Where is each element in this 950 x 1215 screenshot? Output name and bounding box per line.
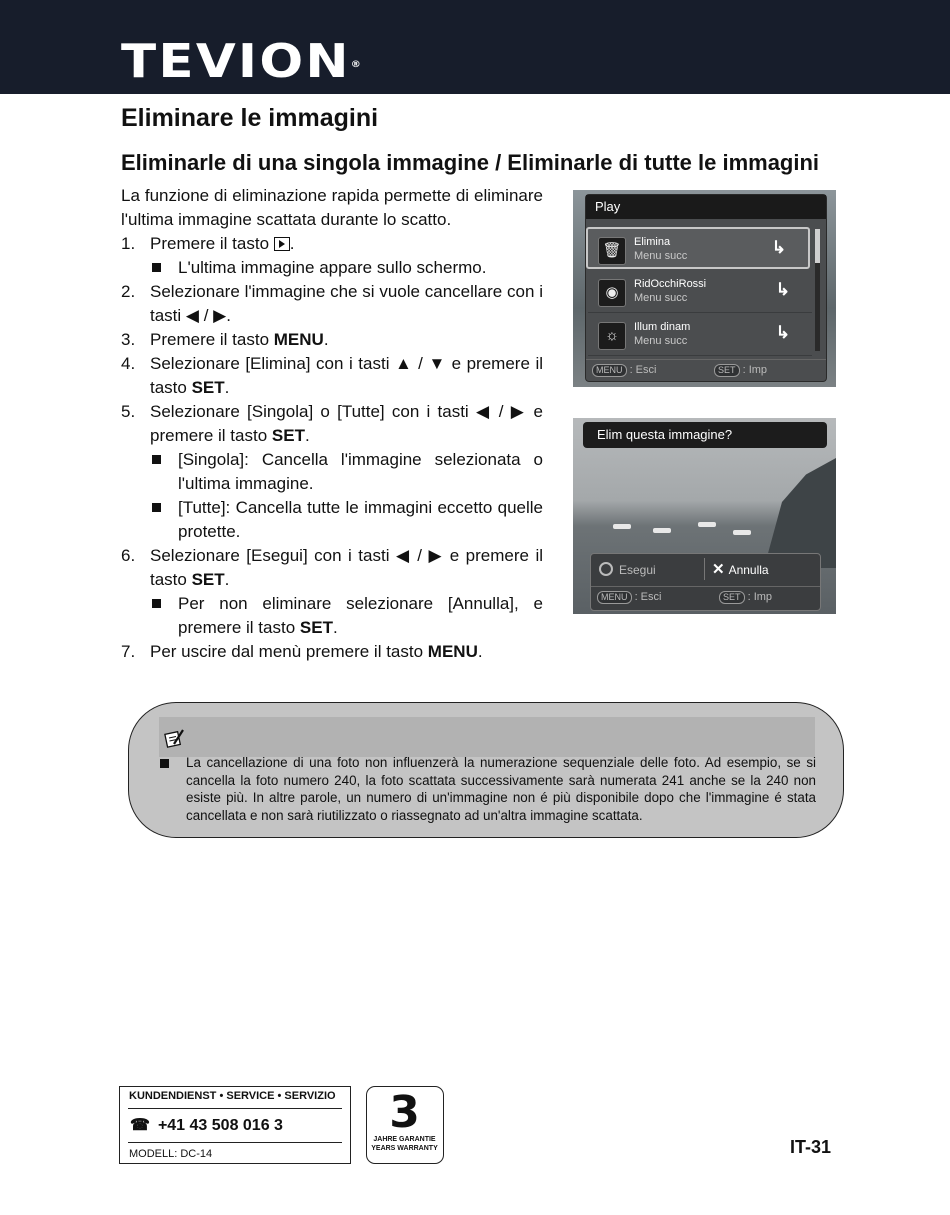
delete-dialog-footer <box>591 586 820 609</box>
menu-item-title: Elimina <box>634 236 671 248</box>
bullet-square-icon <box>152 455 161 464</box>
warranty-text: JAHRE GARANTIE YEARS WARRANTY <box>371 1136 438 1152</box>
option-divider <box>704 558 705 580</box>
bullet-square-icon <box>152 503 161 512</box>
menu-item-subtitle: Menu succ <box>634 335 688 347</box>
enter-arrow-icon: ↳ <box>775 323 790 342</box>
divider <box>128 1142 342 1143</box>
bullet-square-icon <box>160 759 169 768</box>
step-5-bullet-all: [Tutte]: Cancella tutte le immagini eccetto quelle protette. <box>121 496 543 544</box>
note-pencil-icon <box>163 727 185 749</box>
divider <box>128 1108 342 1109</box>
play-icon <box>274 237 290 251</box>
radio-icon <box>599 562 613 576</box>
scroll-thumb[interactable] <box>815 229 820 263</box>
service-heading: KUNDENDIENST • SERVICE • SERVIZIO <box>129 1090 336 1102</box>
tevion-logo: TEVION® <box>121 34 361 88</box>
photo-cliff <box>716 458 836 568</box>
header-bar <box>0 0 950 94</box>
dynamic-light-icon: ☼ <box>598 322 626 350</box>
delete-dialog <box>590 553 821 611</box>
phone-icon: ☎ <box>130 1117 150 1134</box>
step-4: 4. Selezionare [Elimina] con i tasti ▲ / ▼ e premere il tasto SET. <box>121 354 543 397</box>
menu-item-subtitle: Menu succ <box>634 250 688 262</box>
menu-key-label: MENU <box>597 591 632 604</box>
enter-arrow-icon: ↳ <box>771 238 786 257</box>
step-6: 6. Selezionare [Esegui] con i tasti ◀ / ▶ e premere il tasto SET. <box>121 546 543 589</box>
photo-boats <box>613 518 763 538</box>
play-menu-title: Play <box>586 195 826 219</box>
menu-key-label: MENU <box>592 364 627 377</box>
menu-item-red-eye[interactable] <box>588 271 812 313</box>
exit-hint: : Esci <box>629 364 657 376</box>
page-title: Eliminare le immagini <box>121 104 379 132</box>
instructions <box>121 184 543 664</box>
service-box <box>119 1086 351 1164</box>
service-phone: ☎ +41 43 508 016 3 <box>130 1117 283 1134</box>
intro-paragraph: La funzione di eliminazione rapida permette di eliminare l'ultima immagine scattata durante lo scatto. <box>121 186 543 229</box>
step-2: 2. Selezionare l'immagine che si vuole cancellare con i tasti ◀ / ▶. <box>121 282 543 325</box>
menu-item-subtitle: Menu succ <box>634 292 688 304</box>
camera-screen-delete-dialog <box>573 418 836 614</box>
set-hint: : Imp <box>742 364 768 376</box>
set-hint: : Imp <box>747 591 773 603</box>
exit-hint: : Esci <box>634 591 662 603</box>
note-text: La cancellazione di una foto non influenzerà la numerazione sequenziale delle foto. Ad esempio, se si cancella la foto numero 240, la foto scattata successivamente sarà numerata 241 anche se la 240 non esiste più. In altre parole, un numero di un'immagine non é più disponibile dopo che l'immagine é stata cancellata e non sarà riutilizzato o riassegnato ad un'altra immagine scattata. <box>186 755 816 823</box>
menu-item-title: RidOcchiRossi <box>634 278 707 290</box>
trash-icon: 🗑 <box>598 237 626 265</box>
step-1: 1. Premere il tasto . <box>121 234 295 253</box>
play-menu-footer <box>586 359 826 382</box>
camera-screen-play-menu <box>573 190 836 387</box>
model-label: MODELL: DC-14 <box>129 1148 213 1160</box>
delete-dialog-title: Elim questa immagine? <box>583 422 827 448</box>
menu-scrollbar[interactable] <box>815 229 820 351</box>
step-7: 7. Per uscire dal menù premere il tasto MENU. <box>121 642 483 661</box>
enter-arrow-icon: ↳ <box>775 280 790 299</box>
page-number: IT-31 <box>790 1137 832 1157</box>
red-eye-icon: ◉ <box>598 279 626 307</box>
note-box <box>128 702 844 838</box>
step-3: 3. Premere il tasto MENU. <box>121 330 329 349</box>
warranty-years: 3 <box>389 1087 420 1138</box>
warranty-badge <box>366 1086 444 1164</box>
menu-item-elimina[interactable] <box>586 227 810 269</box>
menu-item-dynamic-light[interactable] <box>588 314 812 356</box>
cancel-option[interactable]: ✕ Annulla <box>712 561 769 578</box>
play-menu-panel <box>585 194 827 382</box>
step-1-bullet: L'ultima immagine appare sullo schermo. <box>121 256 543 280</box>
x-icon: ✕ <box>712 561 725 578</box>
step-5-bullet-single: [Singola]: Cancella l'immagine selezionata o l'ultima immagine. <box>121 448 543 496</box>
section-subtitle: Eliminarle di una singola immagine / Eliminarle di tutte le immagini <box>121 150 820 175</box>
bullet-square-icon <box>152 263 161 272</box>
set-key-label: SET <box>714 364 740 377</box>
set-key-label: SET <box>719 591 745 604</box>
step-5: 5. Selezionare [Singola] o [Tutte] con i tasti ◀ / ▶ e premere il tasto SET. <box>121 402 543 445</box>
execute-option[interactable]: Esegui <box>599 560 656 577</box>
note-header-bar <box>159 717 815 757</box>
menu-item-title: Illum dinam <box>634 321 691 333</box>
bullet-square-icon <box>152 599 161 608</box>
step-6-bullet: Per non eliminare selezionare [Annulla], e premere il tasto SET. <box>121 592 543 640</box>
